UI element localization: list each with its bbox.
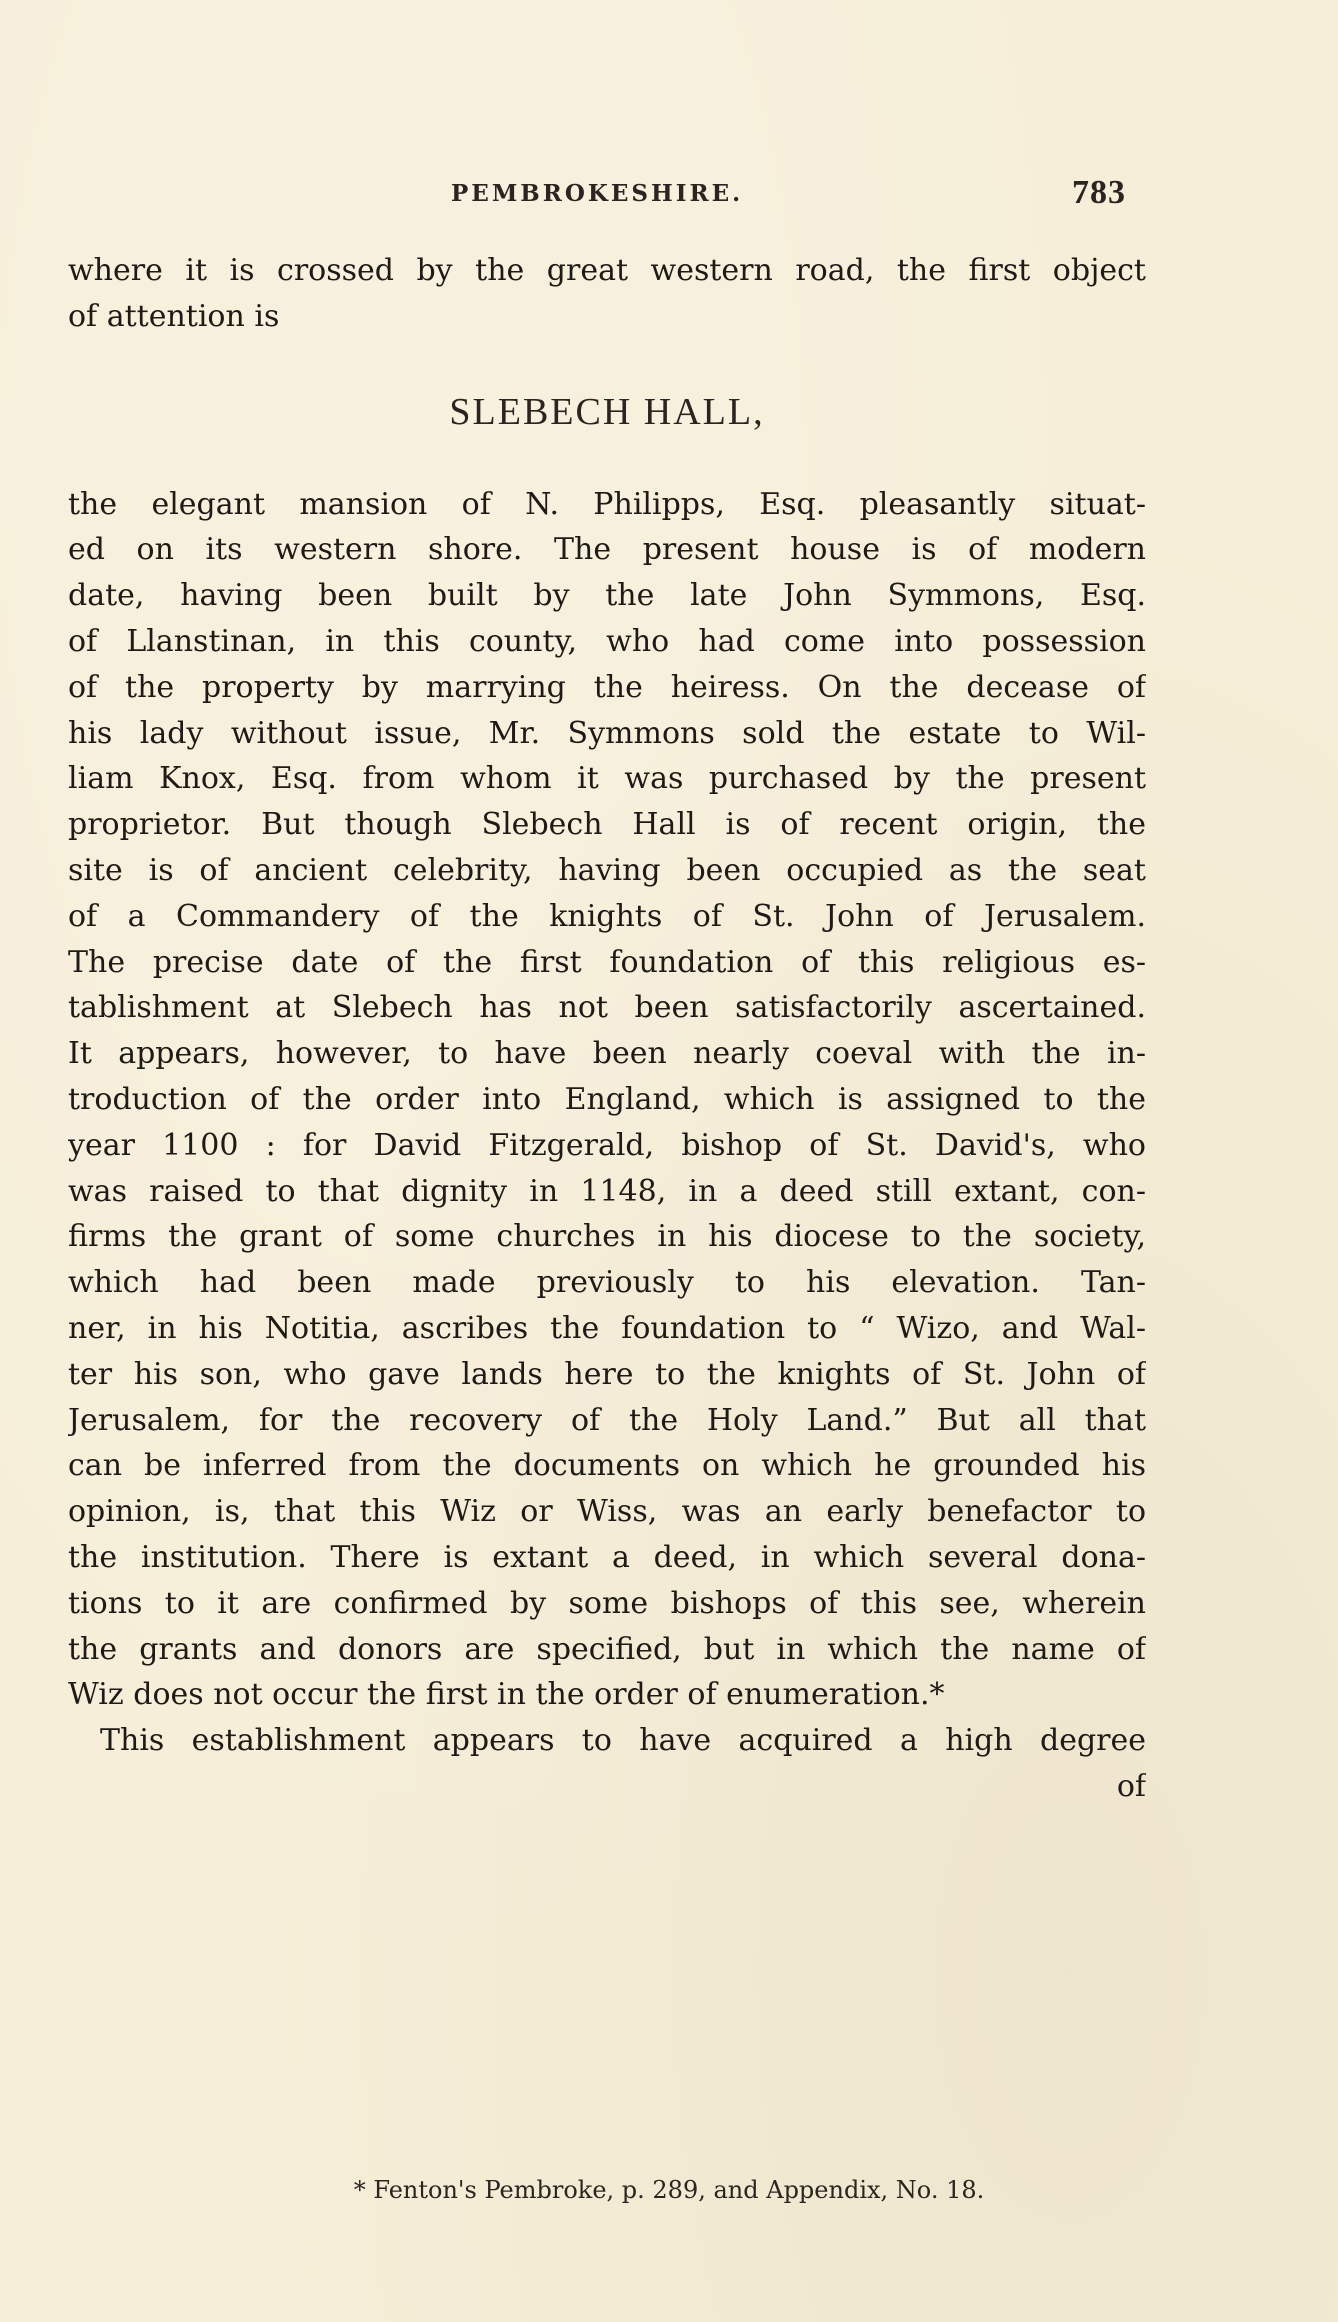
text-line: date, having been built by the late John Symmons, Esq. [68, 578, 1146, 614]
paragraph-first-line: This establishment appears to have acquired a high degree [100, 1723, 1146, 1759]
text-line: Jerusalem, for the recovery of the Holy Land.” But all that [68, 1402, 1146, 1438]
text-line: tablishment at Slebech has not been satisfactorily ascertained. [68, 990, 1146, 1026]
text-line: ner, in his Notitia, ascribes the foundation to “ Wizo, and Wal- [68, 1310, 1146, 1346]
text-line: troduction of the order into England, which is assigned to the [68, 1081, 1146, 1117]
text-line: liam Knox, Esq. from whom it was purchased by the present [68, 761, 1146, 797]
text-line: The precise date of the first foundation of this religious es- [68, 944, 1146, 980]
text-line: ter his son, who gave lands here to the knights of St. John of [68, 1356, 1146, 1392]
text-line: the elegant mansion of N. Philipps, Esq. pleasantly situat- [68, 486, 1146, 522]
footnote: * Fenton's Pembroke, p. 289, and Appendix, No. 18. [353, 2176, 985, 2204]
text-line: of the property by marrying the heiress. On the decease of [68, 669, 1146, 705]
text-line: his lady without issue, Mr. Symmons sold the estate to Wil- [68, 715, 1146, 751]
text-line: of attention is [68, 298, 280, 334]
text-line: Wiz does not occur the first in the order of enumeration.* [68, 1677, 945, 1713]
text-line: can be inferred from the documents on which he grounded his [68, 1448, 1146, 1484]
running-head: PEMBROKESHIRE. [451, 180, 744, 207]
catchword: of [1116, 1768, 1146, 1804]
text-line: year 1100 : for David Fitzgerald, bishop of St. David's, who [68, 1127, 1146, 1163]
text-line: proprietor. But though Slebech Hall is of recent origin, the [68, 807, 1146, 843]
body-text [68, 248, 1146, 1810]
text-line: the grants and donors are specified, but in which the name of [68, 1631, 1146, 1667]
text-line: ed on its western shore. The present house is of modern [68, 532, 1146, 568]
text-line: the institution. There is extant a deed, in which several dona- [68, 1539, 1146, 1575]
text-line: of a Commandery of the knights of St. John of Jerusalem. [68, 898, 1146, 934]
text-line: which had been made previously to his elevation. Tan- [68, 1265, 1146, 1301]
text-line: site is of ancient celebrity, having been occupied as the seat [68, 852, 1146, 888]
spacer [68, 340, 1146, 382]
text-line: tions to it are confirmed by some bishops of this see, wherein [68, 1585, 1146, 1621]
text-line: It appears, however, to have been nearly coeval with the in- [68, 1036, 1146, 1072]
section-heading: SLEBECH HALL, [449, 390, 765, 433]
text-line: firms the grant of some churches in his diocese to the society, [68, 1219, 1146, 1255]
text-line: where it is crossed by the great western road, the first object [68, 253, 1146, 288]
page-header [0, 174, 1338, 220]
page-number: 783 [1072, 174, 1126, 211]
text-line: was raised to that dignity in 1148, in a deed still extant, con- [68, 1173, 1146, 1209]
text-line: of Llanstinan, in this county, who had come into possession [68, 623, 1146, 659]
text-line: opinion, is, that this Wiz or Wiss, was an early benefactor to [68, 1494, 1146, 1530]
spacer [68, 442, 1146, 482]
